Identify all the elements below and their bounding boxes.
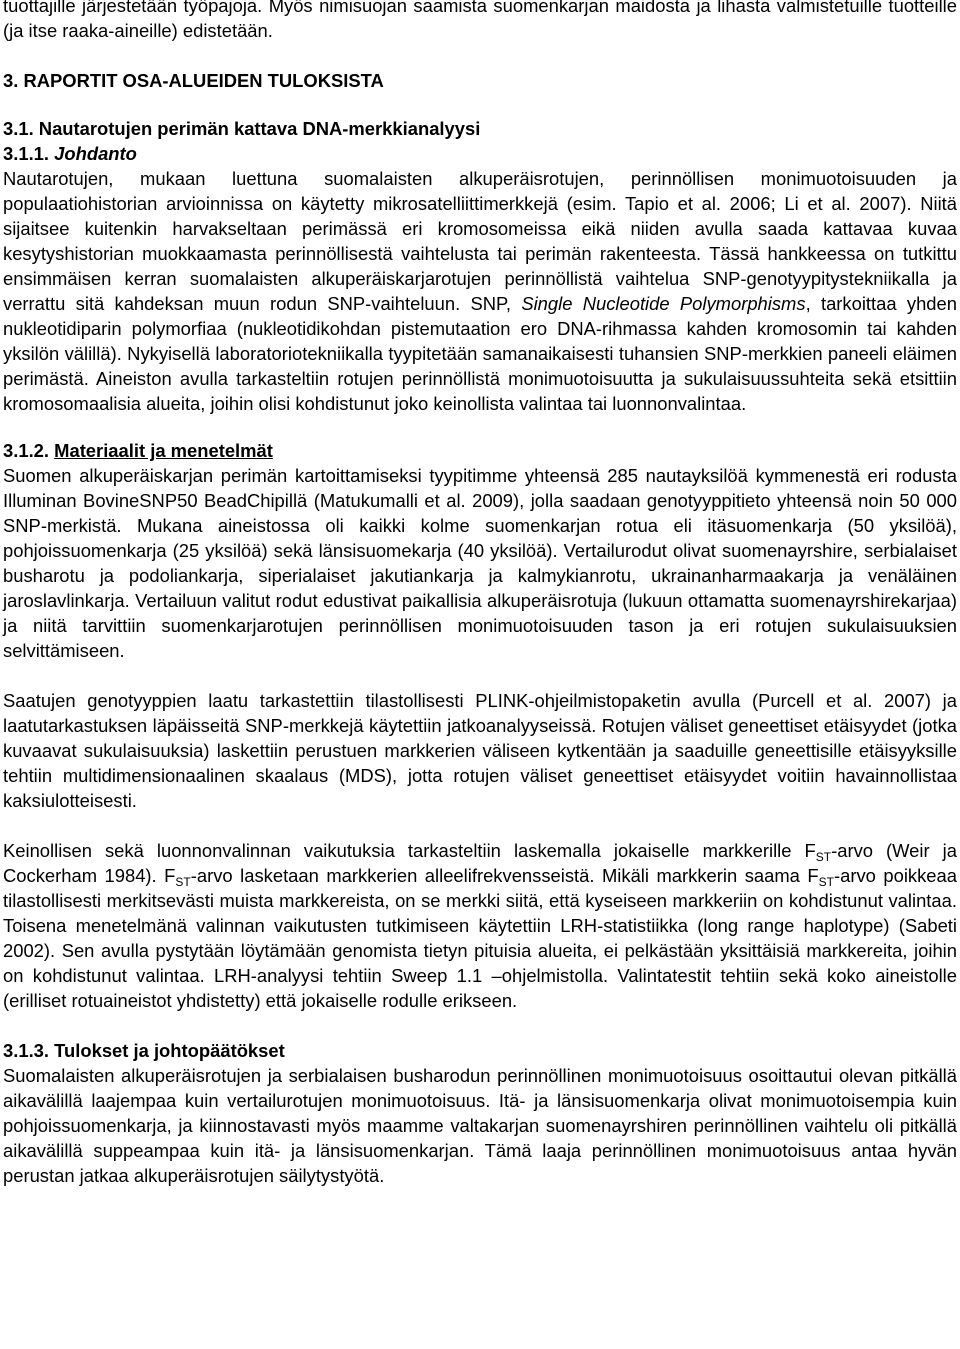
text-run: , tarkoittaa yhden nukleotidiparin polymorfiaa (nukleotidikohdan pistemutaation ero DNA-rihmassa kahden kromosomin tai kahden yksilön välillä). Nykyisellä laboratoriotekniikalla tyypitetään samanaikaisesti tuhansien SNP-merkkien paneeli eläimen perimästä. Aineiston avulla tarkasteltiin rotujen perinnöllistä monimuotoisuutta ja sukulaisuussuhteita sekä etsittiin kromosomaalisia alueita, joihin olisi kohdistunut joko keinollista valintaa tai luonnonvalintaa. <box>3 293 957 414</box>
subsection-number: 3.1.1. <box>3 143 50 164</box>
methods-paragraph-2: Saatujen genotyyppien laatu tarkastettiin tilastollisesti PLINK-ohjeilmistopaketin avulla (Purcell et al. 2007) ja laatutarkastuksen läpäisseitä SNP-merkkejä käytettiin jatkoanalyyseissä. Rotujen väliset geneettiset etäisyydet (jotka kuvaavat sukulaisuuksia) laskettiin perustuen markkerien väliseen kytkentään ja saaduille geneettisille etäisyyksille tehtiin multidimensionaalinen skaalaus (MDS), jotta rotujen väliset geneettiset etäisyydet voitiin havainnollistaa kaksiulotteisesti. <box>3 690 957 811</box>
intro-fragment-paragraph: tuottajille järjestetään työpajoja. Myös nimisuojan saamista suomenkarjan maidosta ja lihasta valmistetuille tuotteille (ja itse raaka-aineille) edistetään. <box>3 0 957 41</box>
methods-paragraph-3 <box>3 838 957 1013</box>
section-heading-3-1: 3.1. Nautarotujen perimän kattava DNA-merkkianalyysi <box>3 118 481 139</box>
text-run: Keinollisen sekä luonnonvalinnan vaikutuksia tarkasteltiin laskemalla jokaiselle markkerille F <box>3 840 816 861</box>
subsection-heading-3-1-2 <box>3 438 957 463</box>
subsection-heading-3-1-1 <box>3 141 957 166</box>
results-paragraph: Suomalaisten alkuperäisrotujen ja serbialaisen busharodun perinnöllinen monimuotoisuus osoittautui olevan pitkällä aikavälillä laajempaa kuin vertailurotujen monimuotoisuus. Itä- ja länsisuomenkarja olivat monimuotoisempia kuin pohjoissuomenkarja, ja kiinnostavasti myös maamme valtakarjan suomenayrshiren perinnöllinen vaihtelu oli pitkällä aikavälillä suppeampaa kuin itä- ja länsisuomenkarjan. Tämä laaja perinnöllinen monimuotoisuus antaa hyvän perustan jatkaa alkuperäisrotujen säilytystyötä. <box>3 1065 957 1186</box>
text-run: Nautarotujen, mukaan luettuna suomalaisten alkuperäisrotujen, perinnöllisen monimuotoisuuden ja populaatiohistorian arvioinnissa on käytetty mikrosatelliittimerkkejä (esim. Tapio et al. 2006; Li et al. 2007). Niitä sijaitsee kuitenkin harvakseltaan perimässä eri kromosomeissa eikä niiden avulla saada kattavaa kuvaa kesytyshistorian muokkaamasta perinnöllisestä vaihtelusta tai perimän rakenteesta. Tässä hankkeessa on tutkittu ensimmäisen kerran suomalaisten alkuperäiskarjarotujen perinnöllistä vaihtelua SNP-genotyypitystekniikalla ja verrattu sitä kahdeksan muun rodun SNP-vaihteluun. SNP, <box>3 168 957 314</box>
section-heading-3: 3. RAPORTIT OSA-ALUEIDEN TULOKSISTA <box>3 70 384 91</box>
methods-paragraph-1: Suomen alkuperäiskarjan perimän kartoittamiseksi tyypitimme yhteensä 285 nautayksilöä kymmenestä eri rodusta Illuminan BovineSNP50 BeadChipillä (Matukumalli et al. 2009), jolla saadaan genotyyppitieto yhteensä noin 50 000 SNP-merkistä. Mukana aineistossa oli kaikki kolme suomenkarjan rotua eli itäsuomenkarja (50 yksilöä), pohjoissuomenkarja (25 yksilöä) sekä länsisuomekarja (40 yksilöä). Vertailurodut olivat suomenayrshire, serbialaiset busharotu ja podoliankarja, siperialaiset jakutiankarja ja kalmykianrotu, ukrainanharmaakarja ja venäläinen jaroslavlinkarja. Vertailuun valitut rodut edustivat paikallisia alkuperäisrotuja (lukuun ottamatta suomenayrshirekarjaa) ja niitä tarvittiin suomenkarjarotujen perinnöllisen monimuotoisuuden tason ja eri rotujen sukulaisuuksien selvittämiseen. <box>3 465 957 661</box>
subsection-number: 3.1.3. <box>3 1040 50 1061</box>
subscript-st: ST <box>815 850 832 864</box>
intro-paragraph <box>3 166 957 416</box>
italic-term: Single Nucleotide Polymorphisms <box>521 293 806 314</box>
subscript-st: ST <box>818 875 834 889</box>
text-run: -arvo lasketaan markkerien alleelifrekvensseistä. Mikäli markkerin saama F <box>190 865 819 886</box>
subsection-title: Materiaalit ja menetelmät <box>54 440 273 461</box>
subsection-heading-3-1-3 <box>3 1038 957 1063</box>
subsection-number: 3.1.2. <box>3 440 50 461</box>
text-run: -arvo poikkeaa tilastollisesti merkitsevästi muista markkereista, on se merkki siitä, että kyseiseen markkeriin on kohdistunut valintaa. Toisena menetelmänä valinnan vaikutusten tutkimiseen käytettiin LRH-statistiikka (long range haplotype) (Sabeti 2002). Sen avulla pystytään löytämään genomista tietyn pituisia alueita, ei pelkästään yksittäisiä markkereita, joihin on kohdistunut valintaa. LRH-analyysi tehtiin Sweep 1.1 –ohjelmistolla. Valintatestit tehtiin sekä koko aineistolle (erilliset rotuaineistot yhdistetty) että jokaiselle rodulle erikseen. <box>3 865 957 1011</box>
subsection-title: Tulokset ja johtopäätökset <box>54 1040 285 1061</box>
text-run: -arvo (Weir ja Cockerham 1984). F <box>3 840 957 886</box>
subsection-title: Johdanto <box>54 143 137 164</box>
subscript-st: ST <box>175 875 191 889</box>
